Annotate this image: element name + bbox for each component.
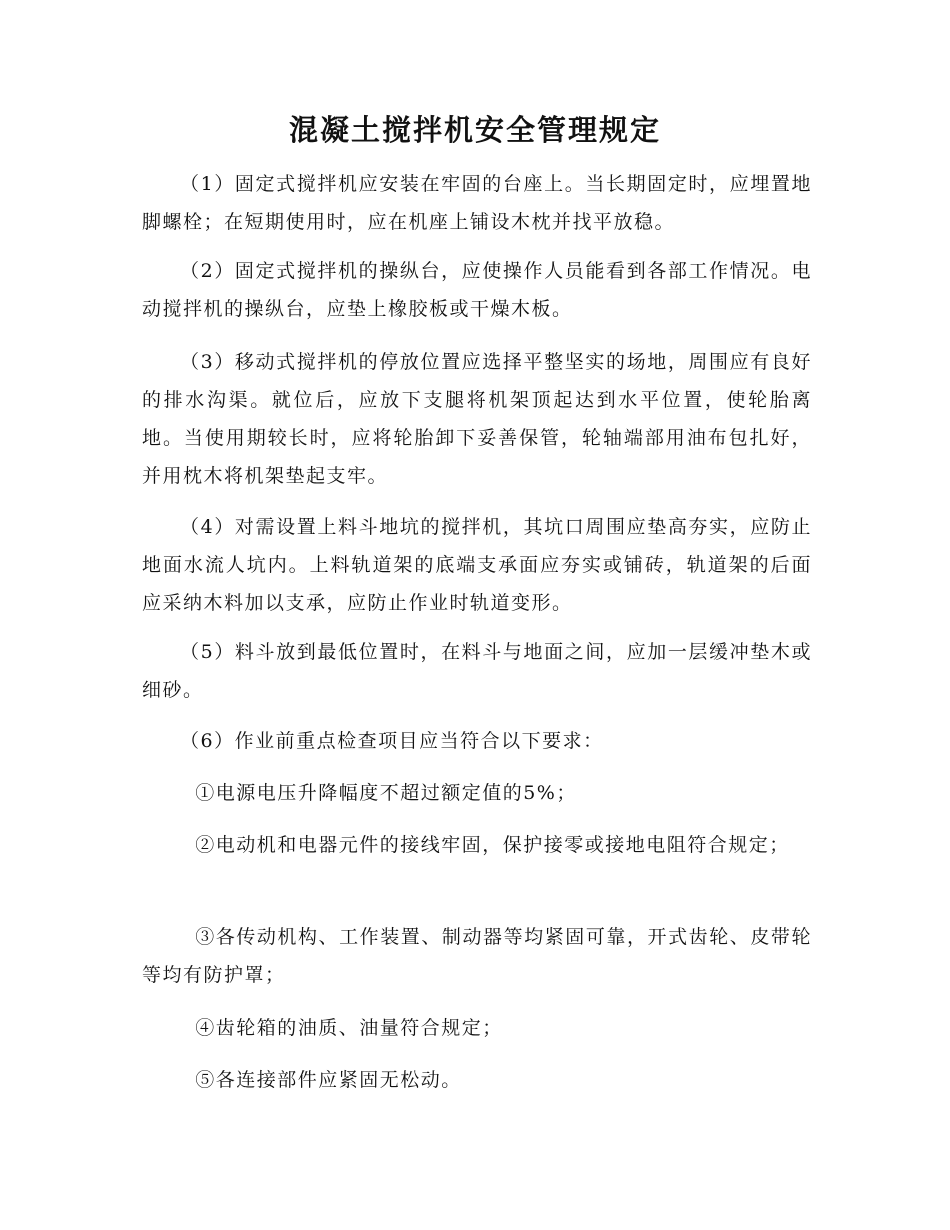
requirement-item-3: ③各传动机构、工作装置、制动器等均紧固可靠，开式齿轮、皮带轮等均有防护罩；: [142, 926, 812, 986]
paragraph-3: （3）移动式搅拌机的停放位置应选择平整坚实的场地，周围应有良好的排水沟渠。就位后，应放下支腿将机架顶起达到水平位置，使轮胎离地。当使用期较长时，应将轮胎卸下妥善保管，轮轴端部用油布包扎好，并用枕木将机架垫起支牢。: [142, 351, 812, 487]
paragraph-1: （1）固定式搅拌机应安装在牢固的台座上。当长期固定时，应埋置地脚螺栓；在短期使用时，应在机座上铺设木枕并找平放稳。: [142, 173, 812, 233]
paragraph-2: （2）固定式搅拌机的操纵台，应使操作人员能看到各部工作情况。电动搅拌机的操纵台，应垫上橡胶板或干燥木板。: [142, 260, 812, 320]
document-title: 混凝土搅拌机安全管理规定: [288, 113, 661, 147]
requirement-item-2: ②电动机和电器元件的接线牢固，保护接零或接地电阻符合规定；: [195, 834, 790, 856]
requirement-item-1: ①电源电压升降幅度不超过额定值的5%；: [195, 782, 577, 804]
paragraph-6: （6）作业前重点检查项目应当符合以下要求：: [180, 730, 604, 752]
paragraph-5: （5）料斗放到最低位置时，在料斗与地面之间，应加一层缓冲垫木或细砂。: [142, 641, 812, 701]
requirement-item-4: ④齿轮箱的油质、油量符合规定；: [195, 1017, 503, 1039]
paragraph-4: （4）对需设置上料斗地坑的搅拌机，其坑口周围应垫高夯实，应防止地面水流人坑内。上料轨道架的底端支承面应夯实或铺砖，轨道架的后面应采纳木料加以支承，应防止作业时轨道变形。: [142, 516, 812, 614]
requirement-item-5: ⑤各连接部件应紧固无松动。: [195, 1069, 462, 1091]
